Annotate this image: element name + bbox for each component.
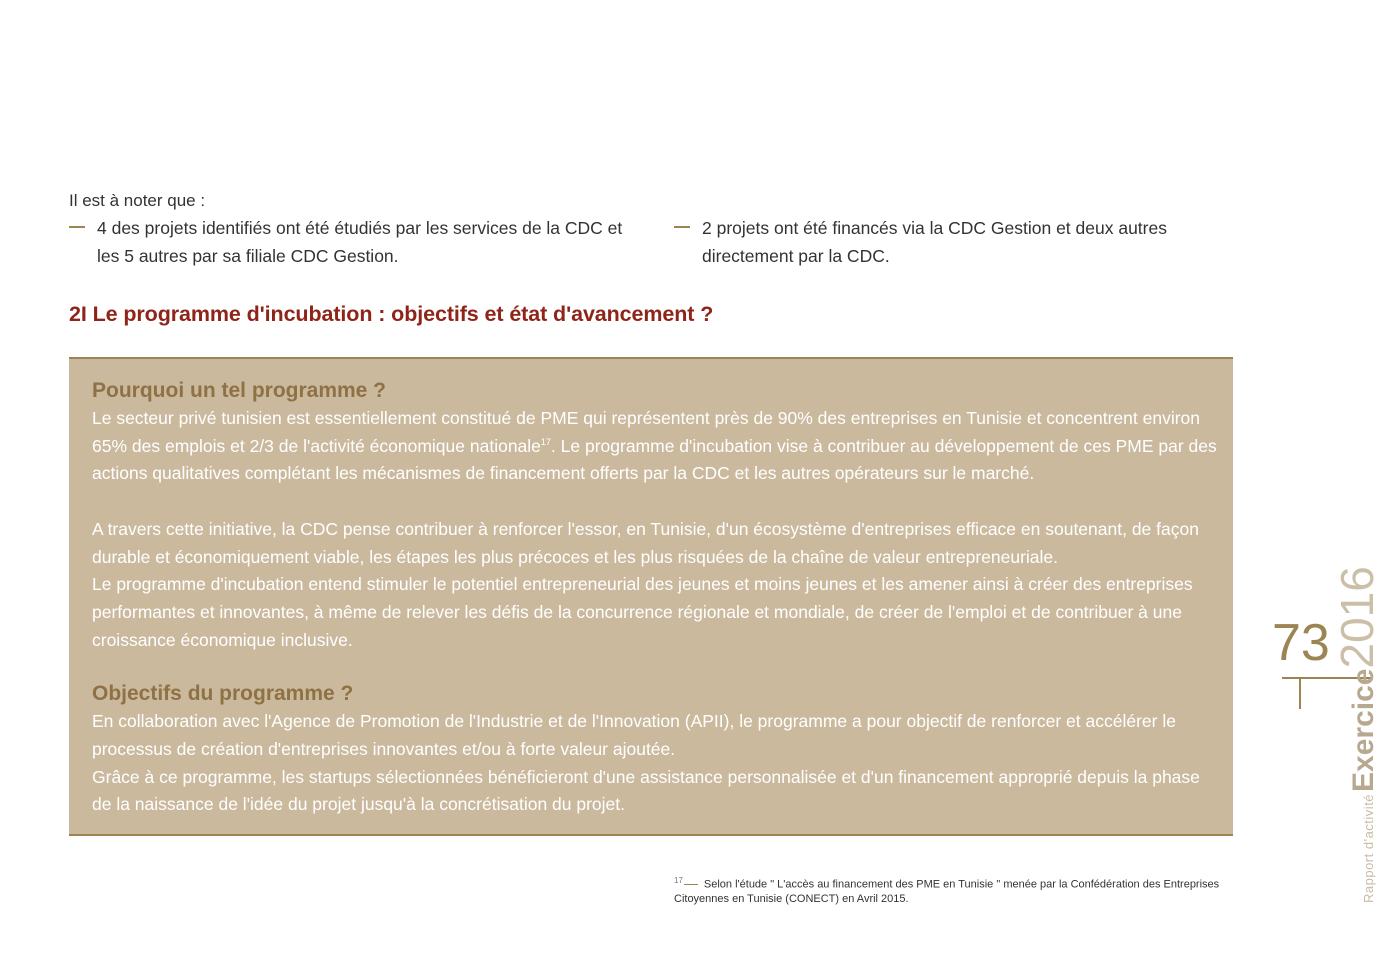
footnote-dash-icon [684,884,698,885]
report-label: Rapport d'activité [1361,793,1376,903]
exercise-label: Exercice [1347,668,1380,792]
info-box-content [92,377,1217,819]
box-paragraph: Le programme d'incubation entend stimuler le potentiel entrepreneurial des jeunes et moins jeunes et les amener ainsi à créer des entreprises performantes et innovantes, à même de relever les défis de la concurrence régionale et mondiale, de créer de l'emploi et de contribuer à une croissance économique inclusive. [92,574,1193,650]
box-paragraph: A travers cette initiative, la CDC pense contribuer à renforcer l'essor, en Tunisie, d'un écosystème d'entreprises efficace en soutenant, de façon durable et économiquement viable, les étapes les plus précoces et les plus risquées de la chaîne de valeur entrepreneuriale. [92,518,1199,567]
report-sidebar-label [1330,566,1384,903]
bullet-text: 4 des projets identifiés ont été étudiés par les services de la CDC et les 5 autres par sa filiale CDC Gestion. [97,218,623,266]
paragraph-text: Le secteur privé tunisien est essentiellement constitué de PME qui représentent près de 90% des entreprises en Tunisie et concentrent environ 65% des emplois et 2/3 de l'activité économique nationale [92,408,1200,456]
section-title: 2I Le programme d'incubation : objectifs et état d'avancement ? [69,302,714,326]
info-box [69,357,1233,836]
year-label: 2016 [1331,566,1383,669]
bullet-item [674,215,1234,270]
dash-marker-icon [674,226,690,228]
sidebar-divider [1299,679,1301,709]
footnote-number: 17 [674,876,683,885]
box-paragraph: En collaboration avec l'Agence de Promotion de l'Industrie et de l'Innovation (APII), le programme a pour objectif de renforcer et accélérer le processus de création d'entreprises innovantes et/ou à forte valeur ajoutée. [92,711,1176,760]
footnote-ref: 17 [540,436,551,447]
box-heading-why: Pourquoi un tel programme ? [92,379,387,402]
box-heading-objectives: Objectifs du programme ? [92,682,354,706]
footnote-text: Selon l'étude " L'accès au financement des PME en Tunisie " menée par la Confédération des Entreprises Citoyennes en Tunisie (CONECT) en Avril 2015. [674,878,1220,906]
paragraph-gap [92,488,1217,516]
intro-text: Il est à noter que : [69,191,206,210]
box-paragraph: Grâce à ce programme, les startups sélectionnées bénéficieront d'une assistance personnalisée et d'un financement approprié depuis la phase de la naissance de l'idée du projet jusqu'à la concrétisation du projet. [92,766,1200,815]
bullet-text: 2 projets ont été financés via la CDC Gestion et deux autres directement par la CDC. [702,218,1167,266]
footnote [674,874,1234,907]
dash-marker-icon [69,226,85,228]
page-number: 73 [1272,614,1330,672]
bullet-item [69,215,629,270]
paragraph-text: . Le programme d'incubation vise à contribuer au développement de ces PME par des actions qualitatives complétant les mécanismes de financement offerts par la CDC et les autres opérateurs sur le marché. [92,435,1217,484]
box-paragraph [92,405,1217,488]
